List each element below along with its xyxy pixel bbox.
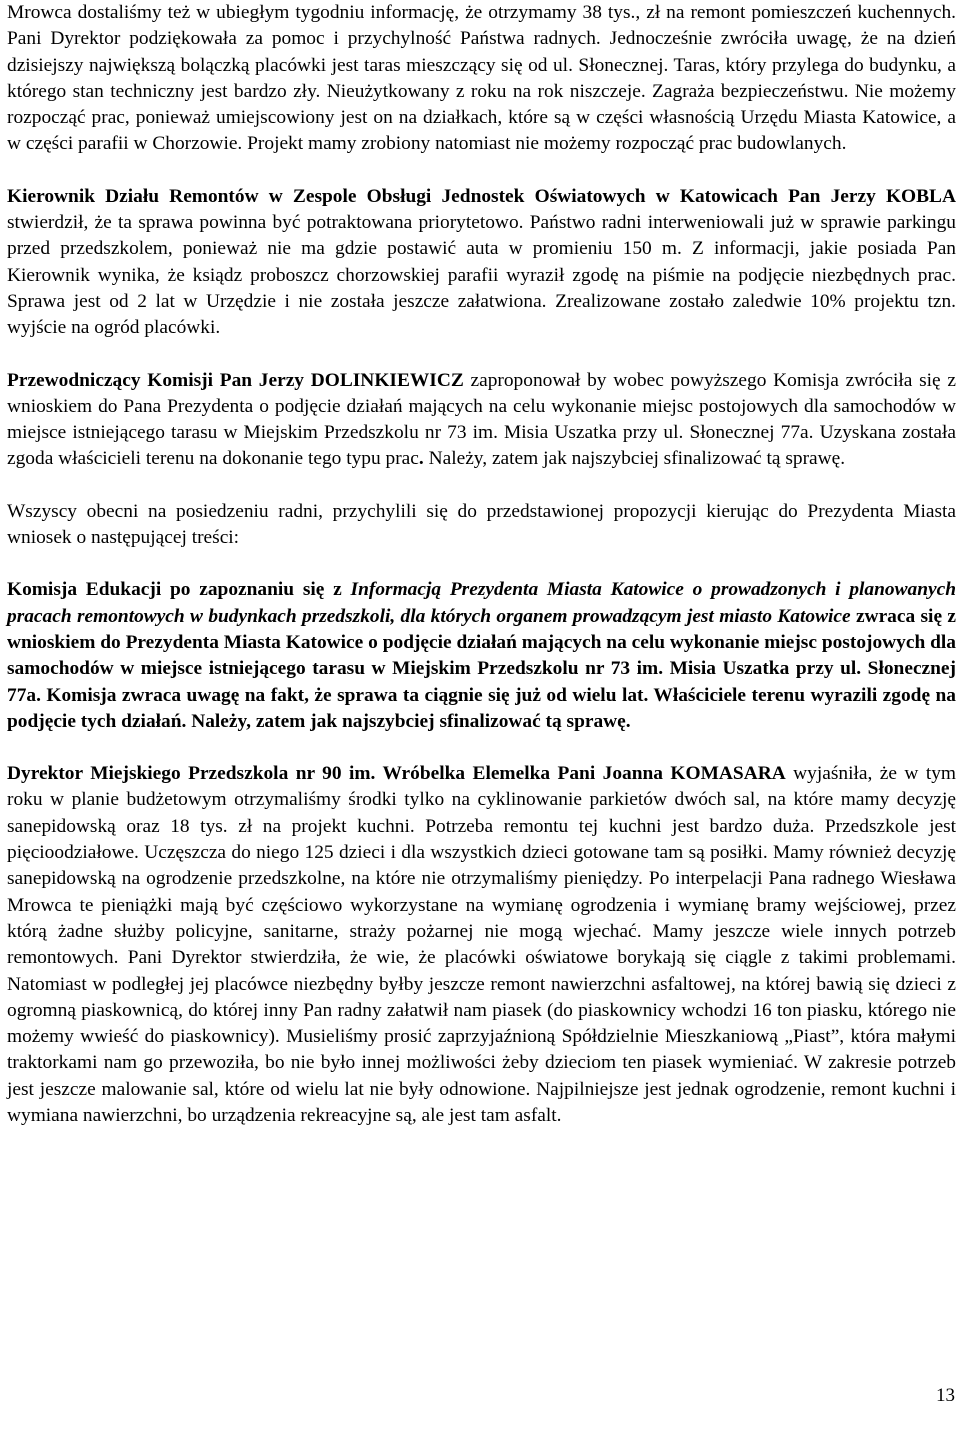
page-number: 13 xyxy=(936,1385,955,1406)
paragraph-dolinkiewicz-proposal xyxy=(7,368,956,473)
paragraph-commission-motion xyxy=(7,577,956,735)
paragraph-kobla-statement xyxy=(7,184,956,342)
motion-document-title: Informacją Prezydenta Miasta Katowice o prowadzonych i planowanych pracach remontowych w budynkach przedszkoli, dla których organem prowadzącym jest miasto Katowice xyxy=(7,579,957,627)
paragraph-kobla-text: stwierdził, że ta sprawa powinna być potraktowana priorytetowo. Państwo radni interweniowali już w sprawie parkingu przed przedszkolem, ponieważ nie ma gdzie postawić auta w promieniu 150 m. Z informacji, jakie posiada Pan Kierownik wynika, że ksiądz proboszcz chorzowskiej parafii wyraził zgodę na piśmie na podjęcie niezbędnych prac. Sprawa jest od 2 lat w Urzędzie i nie została jeszcze załatwiona. Zrealizowane zostało zaledwie 10% projektu tzn. wyjście na ogród placówki. xyxy=(7,212,956,339)
speaker-komasara: Dyrektor Miejskiego Przedszkola nr 90 im. Wróbelka Elemelka Pani Joanna KOMASARA xyxy=(7,763,786,785)
paragraph-komasara-text: wyjaśniła, że w tym roku w planie budżetowym otrzymaliśmy środki tylko na cyklinowanie parkietów dwóch sal, na które mamy decyzję sanepidowską oraz 18 tys. zł na projekt kuchni. Potrzeba remontu tej kuchni jest bardzo duża. Przedszkole jest pięcioodziałowe. Uczęszcza do niego 125 dzieci i dla wszystkich dzieci gotowane tam są posiłki. Mamy również decyzję sanepidowską na ogrodzenie przedszkolne, na które nie otrzymaliśmy pieniędzy. Po interpelacji Pana radnego Wiesława Mrowca te pieniążki mają być częściowo wykorzystane na wymianę ogrodzenia i wymianę bramy wejściowej, przez którą żadne służby policyjne, sanitarne, straży pożarnej nie mogą wjechać. Mamy jeszcze wiele innych potrzeb remontowych. Pani Dyrektor stwierdziła, że wie, że placówki oświatowe borykają się ciągle z takimi problemami. Natomiast w podległej jej placówce niezbędny byłby jeszcze remont nawierzchni asfaltowej, na której bawią się dzieci z ogromną piaskownicą, do której inny Pan radny załatwił nam piasek (do piaskownicy wchodzi 16 ton piasku, którego nie możemy wwieść do piaskownicy). Musieliśmy prosić zaprzyjaźnioną Spółdzielnie Mieszkaniową „Piast”, która małymi traktorkami nam go przewoziła, bo nie było innej możliwości żeby dzieciom ten piasek wymieniać. W zakresie potrzeb jest jeszcze malowanie sal, które od wielu lat nie były odnowione. Najpilniejsze jest jednak ogrodzenie, remont kuchni i wymiana nawierzchni, bo urządzenia rekreacyjne są, ale jest tam asfalt. xyxy=(7,763,956,1126)
paragraph-terrace-issue: Mrowca dostaliśmy też w ubiegłym tygodniu informację, że otrzymamy 38 tys., zł na remont pomieszczeń kuchennych. Pani Dyrektor podziękowała za pomoc i przychylność Państwa radnych. Jednocześnie zwróciła uwagę, że na dzień dzisiejszy największą bolączką placówki jest taras mieszczący się od ul. Słonecznej. Taras, który przylega do budynku, a którego stan techniczny jest bardzo zły. Nieużytkowany z roku na rok niszczeje. Zagraża bezpieczeństwu. Nie możemy rozpocząć prac, ponieważ umiejscowiony jest on na działkach, które są w części własnością Urzędu Miasta Katowice, a w części parafii w Chorzowie. Projekt mamy zrobiony natomiast nie możemy rozpocząć prac budowlanych. xyxy=(7,2,956,155)
motion-body: zwraca się z wnioskiem do Prezydenta Miasta Katowice o podjęcie działań mających na celu wykonanie miejsc postojowych dla samochodów w miejsce istniejącego tarasu w Miejskim Przedszkolu nr 73 im. Misia Uszatka przy ul. Słonecznej 77a. Komisja zwraca uwagę na fakt, że sprawa ta ciągnie się już od wielu lat. Właściciele terenu wyrazili zgodę na podjęcie tych działań. Należy, zatem jak najszybciej sfinalizować tą sprawę. xyxy=(7,605,957,732)
bold-period: . xyxy=(418,448,424,470)
paragraph-dolinkiewicz-closing: Należy, zatem jak najszybciej sfinalizować tą sprawę. xyxy=(423,448,846,470)
speaker-dolinkiewicz: Przewodniczący Komisji Pan Jerzy DOLINKIEWICZ xyxy=(7,369,464,391)
paragraph-dolinkiewicz-text: zaproponował by wobec powyższego Komisja zwróciła się z wnioskiem do Pana Prezydenta o podjęcie działań mających na celu wykonanie miejsc postojowych dla samochodów w miejsce istniejącego tarasu w Miejskim Przedszkolu nr 73 im. Misia Uszatka przy ul. Słonecznej 77a. Uzyskana została zgoda właścicieli terenu na dokonanie tego typu prac xyxy=(7,369,956,470)
paragraph-komasara-statement xyxy=(7,761,956,1129)
speaker-kobla: Kierownik Działu Remontów w Zespole Obsługi Jednostek Oświatowych w Katowicach Pan Jerzy KOBLA xyxy=(7,185,956,207)
document-page xyxy=(7,0,956,1129)
paragraph-council-vote: Wszyscy obecni na posiedzeniu radni, przychylili się do przedstawionej propozycji kierując do Prezydenta Miasta wniosek o następującej treści: xyxy=(7,500,956,549)
motion-intro: Komisja Edukacji po zapoznaniu się z xyxy=(7,579,351,601)
